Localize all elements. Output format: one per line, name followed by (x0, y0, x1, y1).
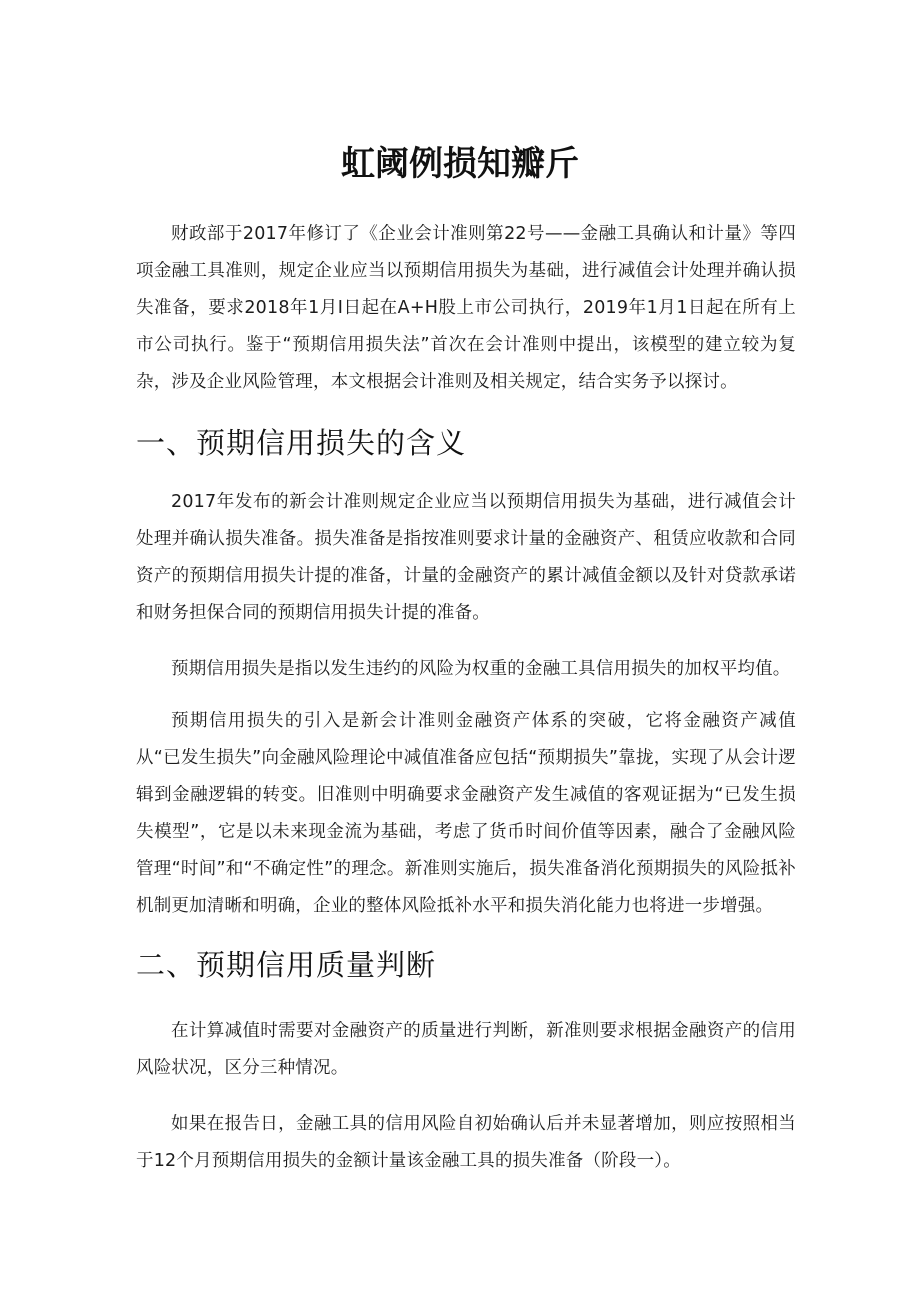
intro-paragraph: 财政部于2017年修订了《企业会计准则第22号——金融工具确认和计量》等四项金融工具准则，规定企业应当以预期信用损失为基础，进行减值会计处理并确认损失准备，要求2018年1月I日起在A+H股上市公司执行，2019年1月1日起在所有上市公司执行。鉴于“预期信用损失法”首次在会计准则中提出，该模型的建立较为复杂，涉及企业风险管理，本文根据会计准则及相关规定，结合实务予以探讨。 (136, 224, 796, 392)
section-heading-1: 一、预期信用损失的含义 (136, 426, 467, 460)
section-1-paragraph-1: 2017年发布的新会计准则规定企业应当以预期信用损失为基础，进行减值会计处理并确认损失准备。损失准备是指按准则要求计量的金融资产、租赁应收款和合同资产的预期信用损失计提的准备，计量的金融资产的累计减值金额以及针对贷款承诺和财务担保合同的预期信用损失计提的准备。 (136, 492, 796, 623)
section-2-paragraph-1: 在计算减值时需要对金融资产的质量进行判断，新准则要求根据金融资产的信用风险状况，区分三种情况。 (136, 1021, 796, 1078)
section-1-paragraph-3: 预期信用损失的引入是新会计准则金融资产体系的突破，它将金融资产减值从“已发生损失”向金融风险理论中减值准备应包括“预期损失”靠拢，实现了从会计逻辑到金融逻辑的转变。旧准则中明确要求金融资产发生减值的客观证据为“已发生损失模型”，它是以未来现金流为基础，考虑了货币时间价值等因素，融合了金融风险管理“时间”和“不确定性”的理念。新准则实施后，损失准备消化预期损失的风险抵补机制更加清晰和明确，企业的整体风险抵补水平和损失消化能力也将进一步增强。 (136, 711, 796, 916)
section-heading-2: 二、预期信用质量判断 (136, 948, 437, 982)
section-2-paragraph-2: 如果在报告日，金融工具的信用风险自初始确认后并未显著增加，则应按照相当于12个月预期信用损失的金额计量该金融工具的损失准备（阶段一）。 (136, 1114, 796, 1171)
section-1-paragraph-2: 预期信用损失是指以发生违约的风险为权重的金融工具信用损失的加权平均值。 (171, 659, 791, 679)
document-title: 虹阈例损知瓣斤 (341, 144, 579, 184)
